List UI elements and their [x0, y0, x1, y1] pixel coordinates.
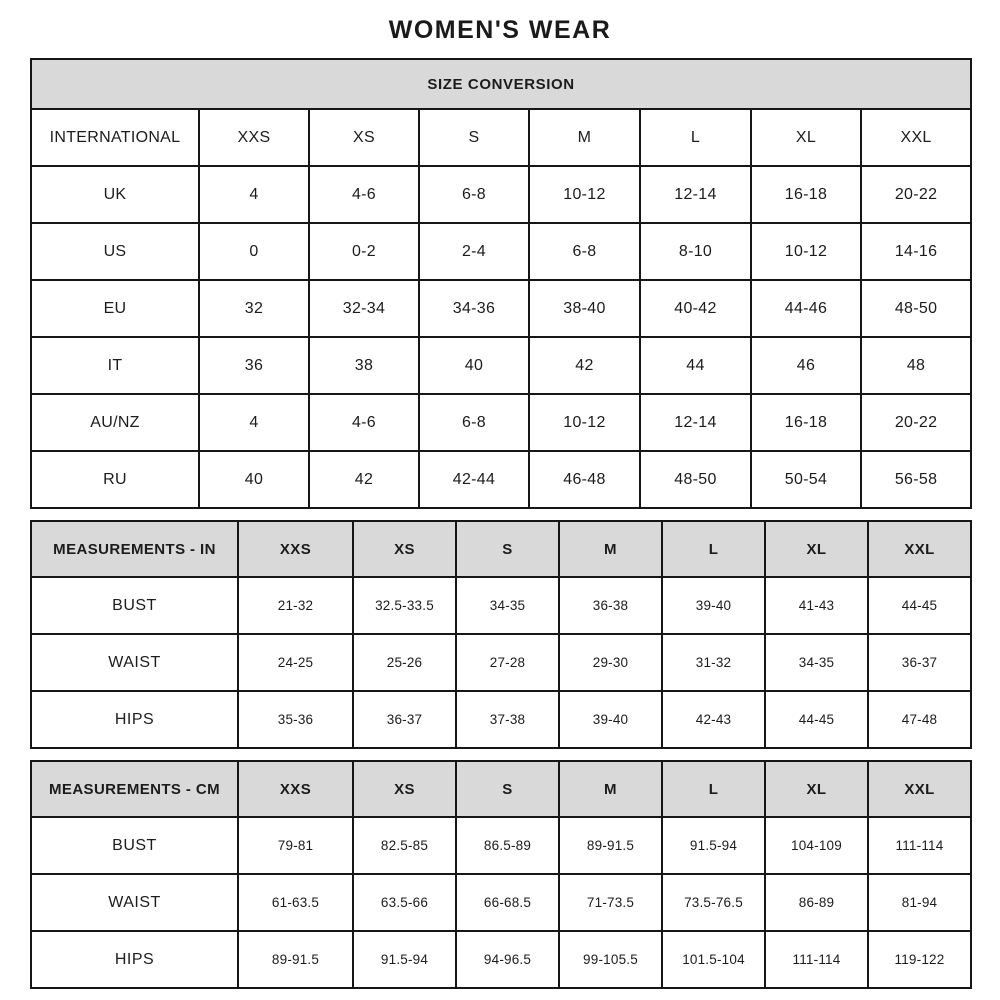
- measurement-cell: 111-114: [868, 817, 971, 874]
- size-cell: 20-22: [861, 166, 971, 223]
- measurement-cell: 44-45: [868, 577, 971, 634]
- measurement-cell: 41-43: [765, 577, 868, 634]
- column-header: XL: [765, 761, 868, 817]
- size-cell: 32: [199, 280, 309, 337]
- table-row: [31, 337, 971, 394]
- size-cell: 44: [640, 337, 751, 394]
- size-cell: 10-12: [751, 223, 861, 280]
- row-label: BUST: [31, 577, 238, 634]
- size-cell: 34-36: [419, 280, 529, 337]
- table-row: [31, 634, 971, 691]
- table-row: [31, 223, 971, 280]
- size-cell: 32-34: [309, 280, 419, 337]
- table-row: [31, 59, 971, 109]
- measurement-cell: 94-96.5: [456, 931, 559, 988]
- size-cell: 10-12: [529, 394, 640, 451]
- table-row: [31, 166, 971, 223]
- column-header: XS: [353, 761, 456, 817]
- column-header: S: [419, 109, 529, 166]
- row-label: US: [31, 223, 199, 280]
- size-cell: 44-46: [751, 280, 861, 337]
- size-cell: 48-50: [640, 451, 751, 508]
- row-label: WAIST: [31, 874, 238, 931]
- size-cell: 6-8: [419, 166, 529, 223]
- column-header: INTERNATIONAL: [31, 109, 199, 166]
- measurement-cell: 36-37: [868, 634, 971, 691]
- size-cell: 0-2: [309, 223, 419, 280]
- size-cell: 48: [861, 337, 971, 394]
- size-cell: 6-8: [529, 223, 640, 280]
- column-header: S: [456, 761, 559, 817]
- measurement-cell: 32.5-33.5: [353, 577, 456, 634]
- measurement-cell: 21-32: [238, 577, 353, 634]
- size-conversion-table: [30, 58, 972, 509]
- measurement-cell: 34-35: [456, 577, 559, 634]
- column-header: M: [529, 109, 640, 166]
- column-header: XS: [353, 521, 456, 577]
- size-cell: 8-10: [640, 223, 751, 280]
- table-row: [31, 691, 971, 748]
- measurement-cell: 89-91.5: [238, 931, 353, 988]
- column-header: XXL: [868, 521, 971, 577]
- measurement-cell: 81-94: [868, 874, 971, 931]
- row-label: RU: [31, 451, 199, 508]
- table-row: [31, 874, 971, 931]
- measurement-cell: 35-36: [238, 691, 353, 748]
- column-header: L: [662, 761, 765, 817]
- size-cell: 46-48: [529, 451, 640, 508]
- table-row: [31, 451, 971, 508]
- measurement-cell: 104-109: [765, 817, 868, 874]
- measurements-in-table: [30, 520, 972, 749]
- measurement-cell: 37-38: [456, 691, 559, 748]
- measurement-cell: 36-38: [559, 577, 662, 634]
- row-label: EU: [31, 280, 199, 337]
- size-cell: 6-8: [419, 394, 529, 451]
- measurement-cell: 63.5-66: [353, 874, 456, 931]
- size-cell: 40: [419, 337, 529, 394]
- column-header: XXL: [868, 761, 971, 817]
- size-cell: 46: [751, 337, 861, 394]
- size-cell: 14-16: [861, 223, 971, 280]
- table-row: [31, 817, 971, 874]
- table-row: [31, 577, 971, 634]
- measurement-cell: 73.5-76.5: [662, 874, 765, 931]
- size-cell: 20-22: [861, 394, 971, 451]
- size-cell: 42-44: [419, 451, 529, 508]
- measurement-cell: 34-35: [765, 634, 868, 691]
- size-cell: 10-12: [529, 166, 640, 223]
- measurement-cell: 24-25: [238, 634, 353, 691]
- measurement-cell: 71-73.5: [559, 874, 662, 931]
- size-cell: 4: [199, 394, 309, 451]
- size-cell: 36: [199, 337, 309, 394]
- column-header: XXS: [199, 109, 309, 166]
- row-label: IT: [31, 337, 199, 394]
- size-cell: 40: [199, 451, 309, 508]
- measurement-cell: 89-91.5: [559, 817, 662, 874]
- size-guide-page: [30, 0, 970, 989]
- measurement-cell: 31-32: [662, 634, 765, 691]
- row-label: HIPS: [31, 931, 238, 988]
- size-cell: 16-18: [751, 166, 861, 223]
- size-cell: 12-14: [640, 166, 751, 223]
- table-header-row: [31, 761, 971, 817]
- table-row: [31, 931, 971, 988]
- table-header-row: [31, 521, 971, 577]
- measurement-cell: 61-63.5: [238, 874, 353, 931]
- size-cell: 16-18: [751, 394, 861, 451]
- row-label: WAIST: [31, 634, 238, 691]
- size-cell: 38-40: [529, 280, 640, 337]
- row-label: AU/NZ: [31, 394, 199, 451]
- table-row: [31, 280, 971, 337]
- column-header: M: [559, 521, 662, 577]
- measurement-cell: 91.5-94: [353, 931, 456, 988]
- measurement-cell: 66-68.5: [456, 874, 559, 931]
- column-header: M: [559, 761, 662, 817]
- column-header: XXS: [238, 761, 353, 817]
- measurement-cell: 101.5-104: [662, 931, 765, 988]
- measurement-cell: 119-122: [868, 931, 971, 988]
- measurement-cell: 47-48: [868, 691, 971, 748]
- table-row: [31, 394, 971, 451]
- size-cell: 40-42: [640, 280, 751, 337]
- measurement-cell: 42-43: [662, 691, 765, 748]
- size-cell: 56-58: [861, 451, 971, 508]
- column-header: XL: [765, 521, 868, 577]
- column-header: S: [456, 521, 559, 577]
- size-cell: 4-6: [309, 166, 419, 223]
- size-cell: 42: [309, 451, 419, 508]
- row-label: HIPS: [31, 691, 238, 748]
- column-header: XS: [309, 109, 419, 166]
- measurement-cell: 86.5-89: [456, 817, 559, 874]
- measurement-cell: 29-30: [559, 634, 662, 691]
- measurements-cm-table: [30, 760, 972, 989]
- measurement-cell: 91.5-94: [662, 817, 765, 874]
- measurement-cell: 36-37: [353, 691, 456, 748]
- measurement-cell: 111-114: [765, 931, 868, 988]
- size-cell: 2-4: [419, 223, 529, 280]
- row-label: UK: [31, 166, 199, 223]
- measurement-cell: 25-26: [353, 634, 456, 691]
- page-title: WOMEN'S WEAR: [388, 16, 612, 44]
- measurement-cell: 79-81: [238, 817, 353, 874]
- measurement-cell: 39-40: [662, 577, 765, 634]
- column-header: XL: [751, 109, 861, 166]
- measurement-cell: 27-28: [456, 634, 559, 691]
- size-cell: 12-14: [640, 394, 751, 451]
- measurement-cell: 86-89: [765, 874, 868, 931]
- table-header-row: [31, 109, 971, 166]
- size-cell: 50-54: [751, 451, 861, 508]
- row-label: BUST: [31, 817, 238, 874]
- measurement-cell: 39-40: [559, 691, 662, 748]
- measurement-cell: 82.5-85: [353, 817, 456, 874]
- size-cell: 0: [199, 223, 309, 280]
- column-header: MEASUREMENTS - IN: [31, 521, 238, 577]
- size-cell: 4-6: [309, 394, 419, 451]
- size-cell: 38: [309, 337, 419, 394]
- size-cell: 48-50: [861, 280, 971, 337]
- column-header: XXL: [861, 109, 971, 166]
- column-header: MEASUREMENTS - CM: [31, 761, 238, 817]
- column-header: XXS: [238, 521, 353, 577]
- measurement-cell: 99-105.5: [559, 931, 662, 988]
- measurement-cell: 44-45: [765, 691, 868, 748]
- column-header: L: [640, 109, 751, 166]
- column-header: L: [662, 521, 765, 577]
- size-cell: 4: [199, 166, 309, 223]
- size-conversion-title: SIZE CONVERSION: [31, 59, 971, 109]
- size-cell: 42: [529, 337, 640, 394]
